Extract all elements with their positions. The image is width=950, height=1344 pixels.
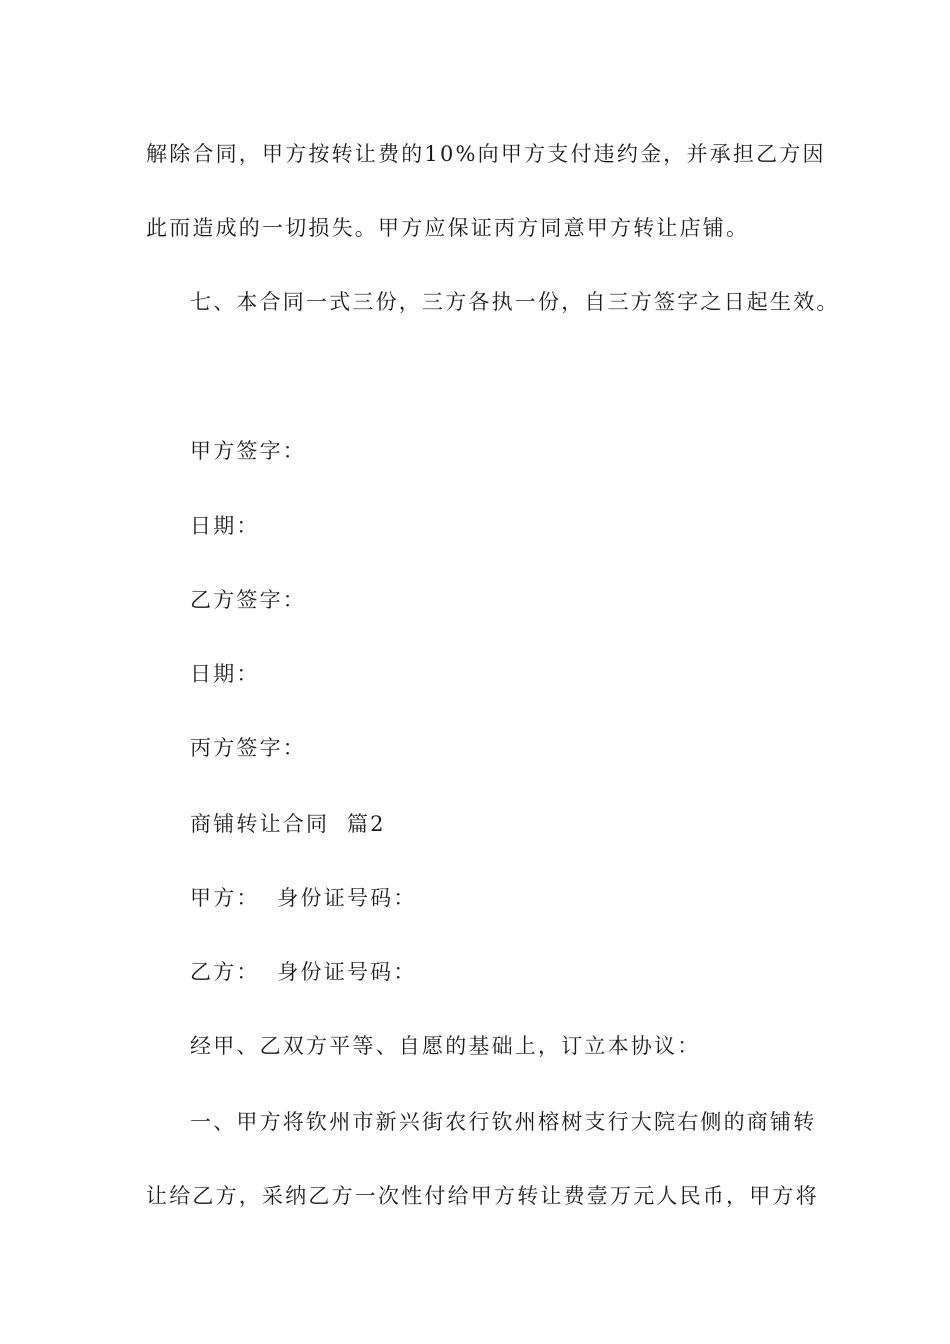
clause-seven: 七、本合同一式三份，三方各执一份，自三方签字之日起生效。 — [190, 290, 840, 314]
paragraph-line: 让给乙方，采纳乙方一次性付给甲方转让费壹万元人民币，甲方将 — [146, 1184, 819, 1208]
party-c-signature-label: 丙方签字： — [190, 736, 306, 760]
party-a-id-line: 甲方： 身份证号码： — [190, 886, 417, 910]
date-label: 日期： — [190, 662, 260, 686]
party-b-id-line: 乙方： 身份证号码： — [190, 960, 417, 984]
paragraph-line: 解除合同，甲方按转让费的10%向甲方支付违约金，并承担乙方因 — [146, 142, 826, 166]
party-a-signature-label: 甲方签字： — [190, 439, 306, 463]
agreement-intro: 经甲、乙双方平等、自愿的基础上，订立本协议： — [190, 1034, 701, 1058]
paragraph-line: 此而造成的一切损失。甲方应保证丙方同意甲方转让店铺。 — [146, 216, 750, 240]
date-label: 日期： — [190, 514, 260, 538]
clause-one: 一、甲方将钦州市新兴街农行钦州榕树支行大院右侧的商铺转 — [190, 1110, 817, 1134]
section-title: 商铺转让合同 篇2 — [190, 812, 386, 836]
party-b-signature-label: 乙方签字： — [190, 588, 306, 612]
